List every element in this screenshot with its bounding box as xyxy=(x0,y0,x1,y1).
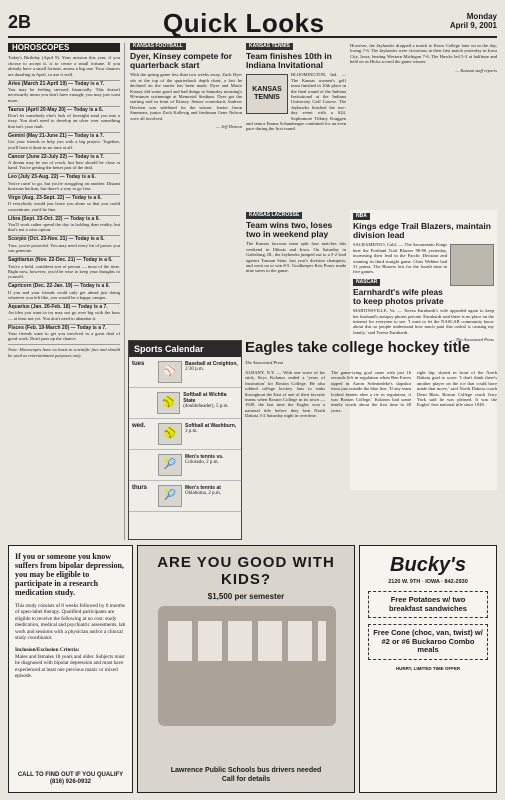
horoscope-sign-name: Pisces (Feb. 19-March 20) — Today is a 7. xyxy=(8,324,120,331)
story-lacrosse-continued xyxy=(350,43,497,205)
buckys-offer-potatoes: Free Potatoes w/ two breakfast sandwiches xyxy=(368,591,488,618)
nba-headline: Kings edge Trail Blazers, maintain division lead xyxy=(353,221,491,241)
horoscope-sign-text: If you and your friends could only get ahead just doing whatever you felt like, you would be a happy camper. xyxy=(8,289,120,301)
ad-bus-tagline: Lawrence Public Schools bus drivers needed xyxy=(170,767,322,774)
lead-story-body1: ALBANY, N.Y. — With one wave of his stick, Krys Kolanos ended a 'years of frustration' for Boston College. He also robbed college hockey fans to rinks throughout the East of one of their favorite teams when Boston College in its town — 1949, the last time the Eagles won a national title before they beat North Dakota 3-2 Saturday night in overtime. xyxy=(245,370,325,419)
ad-study-phone-block xyxy=(15,772,126,786)
story-lacrosse-headline: Team wins two, loses two in weekend play xyxy=(246,220,333,240)
buckys-expiry: HURRY, LIMITED TIME OFFER xyxy=(395,665,461,671)
horoscope-sign-name: Leo (July 23-Aug. 22) — Today is a 6. xyxy=(8,173,120,180)
horoscope-sign-text: Don't let somebody else's lack of foresight send you into a tizzy. You don't need to develop an ulcer over something that isn't your fault. xyxy=(8,113,120,129)
sport-icon: ⚾ xyxy=(158,361,182,383)
horoscope-sign-text: A dream may be out of reach, but how should be close at hand. You're getting the better part of the deal. xyxy=(8,159,120,171)
calendar-date: thurs xyxy=(132,485,147,491)
horoscope-sign-text: If everybody would just leave you alone so that you could concentrate, you'd be fine. xyxy=(8,201,120,212)
calendar-event-detail: 3 p.m. xyxy=(185,429,198,434)
calendar-event xyxy=(185,454,223,476)
horoscope-sign-name: Sagittarius (Nov. 22-Dec. 21) — Today is a 6. xyxy=(8,256,120,263)
story-football-kicker: KANSAS FOOTBALL xyxy=(130,43,186,50)
page-title: Quick Looks xyxy=(163,8,325,38)
horoscope-sign-name: Aries (March 21-April 19) — Today is a 7. xyxy=(8,80,120,87)
date-full: April 9, 2001 xyxy=(449,21,497,30)
sports-calendar-rows xyxy=(129,357,241,512)
sports-calendar xyxy=(128,340,242,540)
calendar-event xyxy=(185,423,236,445)
nba-photo xyxy=(450,244,494,286)
horoscope-sign-text: You'll work rather spend the day in holding than reality, but that's not a wise option. xyxy=(8,222,120,233)
calendar-event-detail: Colorado, 2 p.m. xyxy=(185,460,219,465)
calendar-row xyxy=(129,450,241,481)
horoscope-sign-text: You may be feeling stressed financially. This doesn't necessarily mean you don't have enough; you may just want more. xyxy=(8,86,120,103)
ad-bus-subhead: $1,500 per semester xyxy=(207,592,285,601)
calendar-event-label: Baseball at Creighton, xyxy=(185,361,238,367)
calendar-date: wed. xyxy=(132,423,146,429)
horoscopes-title: HOROSCOPES xyxy=(8,43,120,52)
horoscope-sign-name: Cancer (June 22-July 22) — Today is a 7. xyxy=(8,153,120,160)
calendar-event xyxy=(185,361,238,383)
lead-story-col3 xyxy=(417,370,497,540)
calendar-event-label: Softball at Washburn, xyxy=(185,423,237,429)
ad-bus-headline: ARE YOU GOOD WITH KIDS? xyxy=(157,554,335,588)
lead-story-headline: Eagles take college hockey title xyxy=(245,339,471,356)
horoscope-sign xyxy=(8,194,120,212)
sport-icon: 🥎 xyxy=(157,392,180,414)
story-tennis xyxy=(246,43,346,208)
horoscope-signs-list xyxy=(8,80,120,342)
lead-story-col2 xyxy=(331,370,411,540)
sport-icon: 🎾 xyxy=(158,454,182,476)
buckys-offer-cone: Free Cone (choc, van, twist) w/ #2 or #6 Buckaroo Combo meals xyxy=(368,624,488,660)
nba-body: SACRAMENTO, Calif. — The Sacramento Kings beat the Portland Trail Blazers 98-96 yesterday, increasing their lead in the Pacific Division and winning its third straight game. Chris Webber had 31 points. The Blazers lost for the fourth time in five games. xyxy=(353,242,447,275)
ad-bus-drivers xyxy=(137,545,355,793)
story-lacrosse-kicker: KANSAS LACROSSE xyxy=(246,212,302,219)
horoscope-sign-name: Capricorn (Dec. 22-Jan. 19) — Today is a 6. xyxy=(8,282,120,289)
nascar-kicker: NASCAR xyxy=(353,279,380,286)
lead-story-col1 xyxy=(245,370,325,540)
story-football xyxy=(130,43,242,335)
story-lacrosse xyxy=(246,212,346,335)
story-football-headline: Dyer, Kinsey compete for quarterback start xyxy=(130,51,233,71)
story-football-byline: — Jeff Denton xyxy=(216,124,242,130)
horoscope-sign-name: Scorpio (Oct. 23-Nov. 21) — Today is a 6. xyxy=(8,235,120,242)
sport-icon: 🥎 xyxy=(158,423,182,445)
horoscope-sign xyxy=(8,282,120,300)
story-tennis-headline: Team finishes 10th in Indiana Invitational xyxy=(246,51,332,71)
lead-story-byline: The Associated Press xyxy=(245,360,284,365)
horoscope-sign xyxy=(8,235,120,253)
calendar-event-label: Men's tennis vs. xyxy=(185,454,224,460)
horoscope-sign-text: You're a bold, confident sort of person — most of the time. Right now, however, you'd be wise to keep your thoughts to yourself. xyxy=(8,263,120,280)
horoscope-sign-text: True, you're powerful. You may need every bit of power you can generate. xyxy=(8,242,120,254)
calendar-date: tues xyxy=(132,361,145,367)
page-date xyxy=(450,12,497,30)
calendar-row xyxy=(129,481,241,512)
calendar-row xyxy=(129,357,241,388)
horoscope-sign xyxy=(8,132,120,150)
ad-bus-call: Call for details xyxy=(221,776,271,783)
horoscope-sign-name: Libra (Sept. 23-Oct. 22) — Today is a 6. xyxy=(8,215,120,222)
horoscope-sign xyxy=(8,106,120,130)
calendar-event-detail: (doubleheader), 5 p.m. xyxy=(183,404,229,409)
story-continued-body: However, the Jayhawks dropped a match to Knox College later on in the day, losing 7-6. The Jayhawks were victorious in their first match yesterday in Iowa City, Iowa, beating Western Michigan 7-6. The Hawks led 5-3 at halftime and held on as Hicks scored the game winner. xyxy=(350,43,497,65)
ad-study-criteria-title: Inclusion/Exclusion Criteria: xyxy=(15,647,80,654)
story-tennis-body: BLOOMINGTON, Ind. — The Kansas women's golf team finished in 10th place in the final round of the Indiana Invitational at the Indiana University Golf Course. The Jayhawks finished the two-day event with a 624. Sophomore Tiffany Kraggen and senior Emma Schamberger combined for an even pace during the first round. xyxy=(246,72,346,132)
calendar-event-detail: 2:30 p.m. xyxy=(185,367,205,372)
school-bus-illustration xyxy=(158,606,336,726)
horoscopes-note: Note: Horoscopes have no basis in scientific fact and should be used as entertainment purposes only. xyxy=(8,344,120,358)
horoscope-sign xyxy=(8,324,120,342)
calendar-row xyxy=(129,388,241,419)
ad-bus-footer xyxy=(138,766,354,784)
ad-study-phone-label: CALL TO FIND OUT IF YOU QUALIFY xyxy=(17,772,124,778)
lead-story-body3: right hip, skated in front of the North Dakota goal to score. 'I don't think there's another player on the ice that could have made that move,' said North Dakota coach Dean Blais. Boston College coach Jerry York said he was pleased. It was the Eagles' first national title since 1949. xyxy=(417,370,497,408)
calendar-event xyxy=(185,485,221,507)
story-football-body: With the spring game less than two weeks away, Zach Dyer sits at the top of the quarterback depth chart, a fact he declined on the starter has been made. Dyer and Mario Kinsey did some good and bad things in Saturday morning's 90-minute scrimmage at Memorial Stadium. Dyer got the starting nod in front of Kinsey. Senior cornerback Andrew Davison was sidelined for the season. Junior Jason Simmons, junior Zach Kallevig and freshman Gene Nelson were all involved. xyxy=(130,72,242,121)
ad-study-body: This study consists of 8 weeks followed by 6 months of open-label therapy. Qualified participants are eligible to receive the following at no cost: study medication, medical and psychiatric assessments, lab work and sessions with a physician and/or a clinical study coordinator. xyxy=(15,603,126,642)
horoscopes-column xyxy=(8,43,125,540)
ad-study-phone: (816) 926-0932 xyxy=(49,779,92,785)
lead-story-body2: The game-tying goal came with just 16 seconds left in regulation when Ben Eaves tipped in Aaron Schmiedeke's slapshot from just outside the blue line. 'If any team looked beaten after a tie in regulation, it was Boston College.' Kolanos had some timely words about the first time in 48 years. xyxy=(331,370,411,413)
story-tennis-kicker: KANSAS TENNIS xyxy=(246,43,293,50)
sport-icon: 🎾 xyxy=(158,485,182,507)
horoscope-sign-text: You're rarin' to go, but you're struggling on another. Distant horizons beckon, but there's a way to go first. xyxy=(8,180,120,192)
horoscope-sign-text: Get your friends to help you with a big project. Together, you'll have it done in no time at all. xyxy=(8,139,120,150)
kansas-tennis-logo: KANSAS TENNIS xyxy=(246,74,288,114)
horoscope-sign-text: An idea you want to try may not go over big with the boss — at least not yet. You don't need to abandon it. xyxy=(8,310,120,321)
story-continued-byline: — Kansan staff reports xyxy=(455,67,497,73)
horoscope-sign xyxy=(8,80,120,104)
page-header xyxy=(8,8,497,38)
nascar-byline: — The Associated Press xyxy=(450,337,494,343)
page-number: 2B xyxy=(8,12,32,32)
sports-calendar-title: Sports Calendar xyxy=(129,341,241,357)
nascar-headline: Earnhardt's wife pleas to keep photos private xyxy=(353,287,444,307)
buckys-logo: Bucky's xyxy=(390,554,466,576)
calendar-event-label: Men's tennis at xyxy=(185,485,221,491)
horoscope-sign-text: Your friends want to get you involved in a great deal of good work. Don't pass up the chance. xyxy=(8,331,120,342)
lead-story-byline-wrap xyxy=(245,360,497,369)
horoscope-sign xyxy=(8,153,120,171)
horoscope-sign-name: Virgo (Aug. 23-Sept. 22) — Today is a 6. xyxy=(8,194,120,201)
calendar-event xyxy=(183,392,238,414)
horoscope-sign-name: Gemini (May 21-June 21) — Today is a 7. xyxy=(8,132,120,139)
horoscope-sign-name: Taurus (April 20-May 20) — Today is a 6. xyxy=(8,106,120,113)
horoscope-sign xyxy=(8,173,120,191)
nba-kicker: NBA xyxy=(353,213,370,220)
calendar-event-detail: Oklahoma, 2 p.m. xyxy=(185,491,221,496)
calendar-date xyxy=(132,454,158,476)
buckys-address: 2120 W. 9TH · IOWA · 842-2930 xyxy=(388,579,468,585)
calendar-event-label: Softball at Wichita State xyxy=(183,392,227,404)
ad-study-criteria: Males and females 18 years and older. Subjects must be diagnosed with bipolar depression and must have experienced at least one previous manic or mixed episode. xyxy=(15,653,125,680)
ad-buckys xyxy=(359,545,497,793)
horoscope-sign xyxy=(8,215,120,233)
calendar-date xyxy=(132,392,157,414)
ad-research-study xyxy=(8,545,133,793)
horoscope-sign xyxy=(8,256,120,280)
nascar-body: MARTINSVILLE, Va. — Teresa Earnhardt's wife appealed again to keep her husband's autopsy photos private. Earnhardt said there is no place on the internet for everyone to see. 'I want to let the NASCAR community know about this so people understand how much pain this ordeal is causing my family,' said Teresa Earnhardt. xyxy=(353,308,494,335)
date-weekday: Monday xyxy=(466,12,497,21)
horoscope-sign-name: Aquarius (Jan. 20-Feb. 18) — Today is a 7. xyxy=(8,303,120,310)
ad-study-headline: If you or someone you know suffers from bipolar depression, you may be eligible to participate in a research medication study. xyxy=(15,552,124,597)
calendar-row xyxy=(129,419,241,450)
horoscopes-intro: Today's Birthday (April 9). Your mission this year, if you choose to accept it, is to create a small fortune. If you already have a small fortune, amass a big one. Your chances are dazzling in April, so use it well. xyxy=(8,55,120,77)
story-lacrosse-body: The Kansas lacrosse team split four matches this weekend in Illinois and Iowa. On Saturday in Galesburg, Ill., the Jayhawks jumped out to a 5-2 lead against Truman State, last year's division champion, and went on to win 8-5. Goalkeeper Kris Posey made nine saves in the game. xyxy=(246,241,346,274)
horoscope-sign xyxy=(8,303,120,321)
